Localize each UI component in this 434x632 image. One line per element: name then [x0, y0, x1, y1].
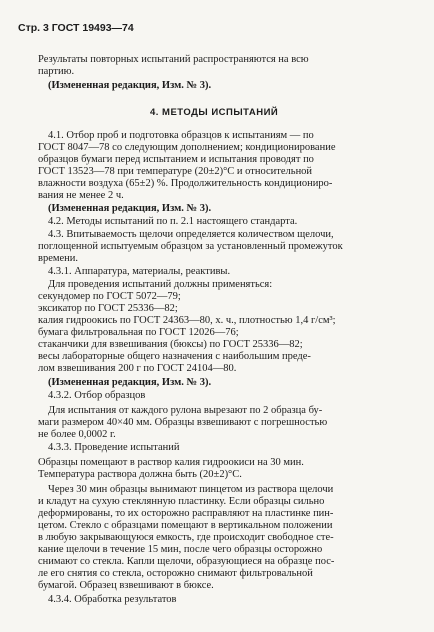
- text-line: снимают со стекла. Капли щелочи, образующиеся на образце пос-: [38, 556, 335, 567]
- text-line: секундомер по ГОСТ 5072—79;: [38, 291, 181, 302]
- text-line: Через 30 мин образцы вынимают пинцетом из раствора щелочи: [48, 484, 334, 495]
- text-line: стаканчики для взвешивания (бюксы) по ГОСТ 25336—82;: [38, 339, 303, 350]
- text-line: Температура раствора должна быть (20±2)°C.: [38, 469, 242, 480]
- text-line: бумагой. Образец взвешивают в бюксе.: [38, 580, 214, 591]
- subsection-heading: 4.3.4. Обработка результатов: [48, 594, 177, 605]
- subsection-heading: 4.3.2. Отбор образцов: [48, 390, 146, 401]
- text-line: образцов бумаги перед испытанием и испытания проводят по: [38, 154, 314, 165]
- text-line: ГОСТ 8047—78 со следующим дополнением; кондиционирование: [38, 142, 336, 153]
- text-line: Для проведения испытаний должны применяться:: [48, 279, 273, 290]
- page-header: Стр. 3 ГОСТ 19493—74: [18, 22, 134, 34]
- text-line: деформированы, то их осторожно расправляют на пластинке пин-: [38, 508, 334, 519]
- text-line: в любую закрывающуюся емкость, где происходит свободное сте-: [38, 532, 334, 543]
- text-line: ГОСТ 13523—78 при температуре (20±2)°C и относительной: [38, 166, 313, 177]
- text-line: 4.1. Отбор проб и подготовка образцов к испытаниям — по: [48, 130, 314, 141]
- text-line: калия гидроокись по ГОСТ 24363—80, х. ч., плотностью 1,4 г/см³;: [38, 315, 336, 326]
- section-heading: 4. МЕТОДЫ ИСПЫТАНИЙ: [150, 107, 279, 118]
- text-line: бумага фильтровальная по ГОСТ 12026—76;: [38, 327, 239, 338]
- text-line: Образцы помещают в раствор калия гидроокиси на 30 мин.: [38, 457, 304, 468]
- text-line: вания не менее 2 ч.: [38, 190, 124, 201]
- text-line: не более 0,0002 г.: [38, 429, 116, 440]
- text-line: поглощенной испытуемым образцом за установленный промежуток: [38, 241, 343, 252]
- text-line: 4.2. Методы испытаний по п. 2.1 настоящего стандарта.: [48, 216, 298, 227]
- text-line: 4.3. Впитываемость щелочи определяется количеством щелочи,: [48, 229, 334, 240]
- text-line: весы лабораторные общего назначения с наибольшим преде-: [38, 351, 311, 362]
- text-line: Для испытания от каждого рулона вырезают по 2 образца бу-: [48, 405, 323, 416]
- text-line: эксикатор по ГОСТ 25336—82;: [38, 303, 178, 314]
- text-line: лом взвешивания 200 г по ГОСТ 24104—80.: [38, 363, 237, 374]
- subsection-heading: 4.3.3. Проведение испытаний: [48, 442, 180, 453]
- text-line: времени.: [38, 253, 79, 264]
- text-line: цетом. Стекло с образцами помещают в вертикальном положении: [38, 520, 333, 531]
- text-line: кание щелочи в течение 15 мин, после чего образцы осторожно: [38, 544, 323, 555]
- text-line: Результаты повторных испытаний распространяются на всю: [38, 54, 309, 65]
- text-line: маги размером 40×40 мм. Образцы взвешивают с погрешностью: [38, 417, 328, 428]
- text-line: партию.: [38, 66, 75, 77]
- amendment-note: (Измененная редакция, Изм. № 3).: [48, 80, 212, 91]
- text-line: и кладут на сухую стеклянную пластинку. Если образцы сильно: [38, 496, 325, 507]
- text-line: влажности воздуха (65±2) %. Продолжительность кондициониро-: [38, 178, 333, 189]
- text-line: ле его снятия со стекла, осторожно снимают фильтровальной: [38, 568, 313, 579]
- amendment-note: (Измененная редакция, Изм. № 3).: [48, 377, 212, 388]
- text-line: 4.3.1. Аппаратура, материалы, реактивы.: [48, 266, 231, 277]
- amendment-note: (Измененная редакция, Изм. № 3).: [48, 203, 212, 214]
